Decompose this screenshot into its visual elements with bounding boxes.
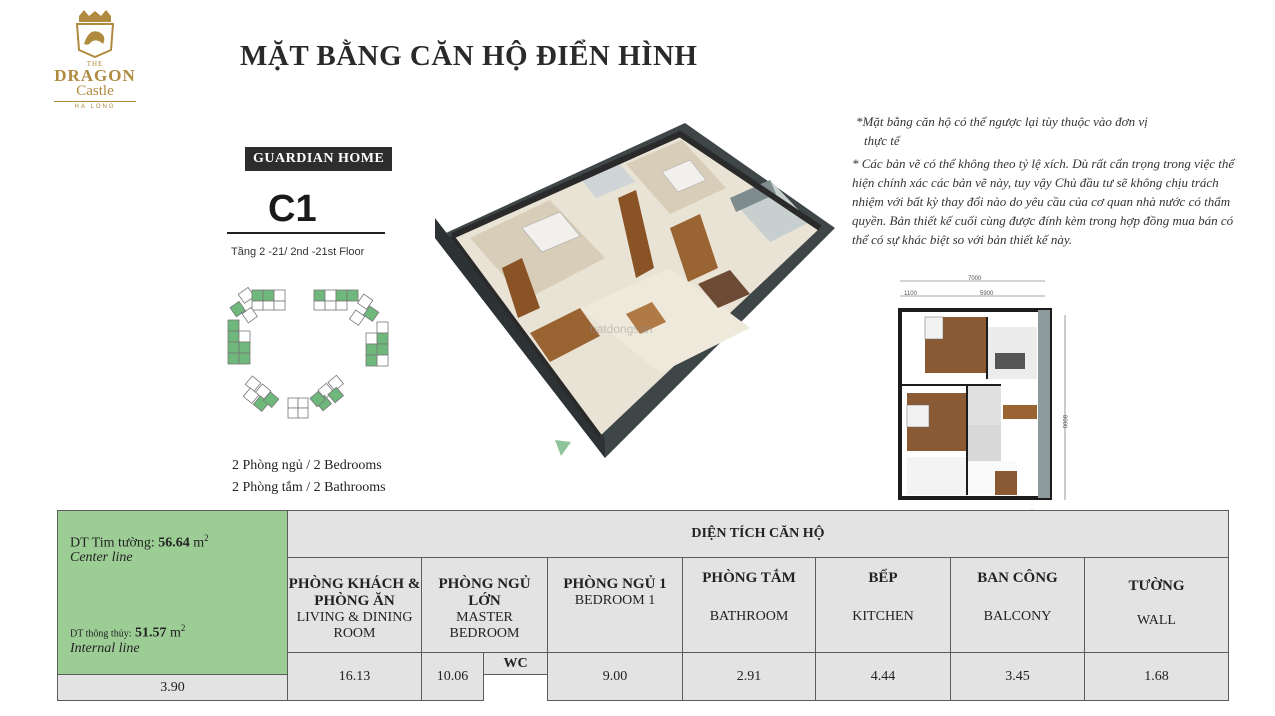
logo-place: HẠ LONG — [54, 101, 136, 110]
internal-line-en: Internal line — [70, 640, 140, 656]
col-bathroom-vi: PHÒNG TẮM — [702, 570, 796, 586]
dim-right-width: 5900 — [980, 291, 994, 297]
col-wall — [1085, 558, 1229, 653]
note-2: * Các bản vẽ có thể không theo tỷ lệ xích. Dù rất cẩn trọng trong việc thể hiện chính xác các bản vẽ này, tuy vậy Chủ đầu tư sẽ không chịu trách nhiệm với bất kỳ thay đổi nào do yêu cầu của cơ quan nhà nước có thẩm quyền. Bản thiết kế cuối cùng được đính kèm trong hợp đồng mua bán có thể có sự khác biệt so với bản thiết kế này. — [852, 156, 1235, 247]
center-line-sup: 2 — [204, 533, 209, 543]
col-bathroom — [683, 558, 816, 653]
room-count — [232, 455, 386, 499]
logo-the: THE — [86, 60, 104, 68]
note-1-line-2: thực tế — [864, 133, 900, 148]
internal-sup: 2 — [180, 623, 186, 633]
col-living — [288, 558, 422, 653]
col-kitchen — [816, 558, 951, 653]
col-bedroom1 — [548, 558, 683, 653]
col-bedroom1-vi: PHÒNG NGỦ 1 — [563, 576, 667, 592]
center-line-value: 56.64 — [158, 535, 190, 551]
logo-castle: Castle — [76, 83, 114, 99]
dim-left-width: 1100 — [904, 291, 917, 297]
unit-divider — [227, 232, 385, 234]
center-line-unit: m — [193, 535, 205, 551]
bathroom-count: 2 Phòng tắm / 2 Bathrooms — [232, 480, 386, 495]
val-master: 10.06 — [422, 653, 484, 701]
col-bathroom-en: BATHROOM — [709, 609, 789, 624]
col-kitchen-en: KITCHEN — [852, 609, 914, 624]
col-master-en: MASTER BEDROOM — [449, 610, 520, 641]
area-table — [57, 510, 1229, 701]
col-wall-vi: TƯỜNG — [1128, 578, 1185, 594]
col-master — [422, 558, 548, 653]
col-bedroom1-en: BEDROOM 1 — [574, 593, 656, 608]
col-balcony — [951, 558, 1085, 653]
floor-plan-2d — [895, 275, 1090, 525]
center-line-label: DT Tim tường: — [70, 535, 155, 551]
val-wall: 1.68 — [1085, 653, 1229, 701]
dim-depth: 8000 — [1061, 415, 1067, 429]
val-balcony: 3.45 — [951, 653, 1085, 701]
apartment-3d-render — [430, 118, 840, 463]
val-bedroom1: 9.00 — [548, 653, 683, 701]
dim-total-width: 7000 — [968, 276, 982, 282]
internal-unit: m — [169, 625, 181, 641]
floor-range: Tầng 2 -21/ 2nd -21st Floor — [231, 246, 365, 258]
col-wall-en: WALL — [1137, 613, 1176, 628]
logo-dragon: DRAGON — [54, 66, 136, 85]
site-key-plan — [222, 282, 394, 434]
val-wc: 3.90 — [58, 675, 288, 701]
col-balcony-en: BALCONY — [983, 609, 1052, 624]
col-living-en: LIVING & DINING ROOM — [296, 610, 413, 641]
internal-line-area — [70, 621, 185, 656]
col-kitchen-vi: BẾP — [868, 570, 898, 586]
val-kitchen: 4.44 — [816, 653, 951, 701]
area-summary-cell — [58, 511, 288, 675]
note-1-line-1: *Mặt bằng căn hộ có thể ngược lại tùy thuộc vào đơn vị — [856, 114, 1148, 129]
disclaimer-notes — [852, 112, 1240, 253]
table-header: DIỆN TÍCH CĂN HỘ — [288, 511, 1229, 558]
entrance-arrow-icon — [553, 438, 573, 458]
unit-code: C1 — [268, 188, 317, 230]
center-line-en: Center line — [70, 549, 133, 565]
note-1 — [852, 112, 1240, 150]
center-line-area — [70, 531, 209, 565]
col-master-vi: PHÒNG NGỦ LỚN — [438, 576, 531, 609]
watermark: batdongsan — [590, 322, 653, 336]
val-bathroom: 2.91 — [683, 653, 816, 701]
page-title: MẶT BẰNG CĂN HỘ ĐIỂN HÌNH — [240, 40, 698, 72]
guardian-home-badge: GUARDIAN HOME — [245, 147, 392, 171]
brand-logo — [40, 10, 150, 125]
col-balcony-vi: BAN CÔNG — [977, 570, 1058, 586]
internal-label: DT thông thủy: — [70, 628, 132, 640]
wc-label: WC — [484, 653, 548, 675]
val-living: 16.13 — [288, 653, 422, 701]
bedroom-count: 2 Phòng ngủ / 2 Bedrooms — [232, 458, 382, 473]
internal-value: 51.57 — [134, 625, 167, 641]
dragon-crest-icon — [69, 10, 121, 58]
col-living-vi: PHÒNG KHÁCH & PHÒNG ĂN — [288, 576, 421, 609]
